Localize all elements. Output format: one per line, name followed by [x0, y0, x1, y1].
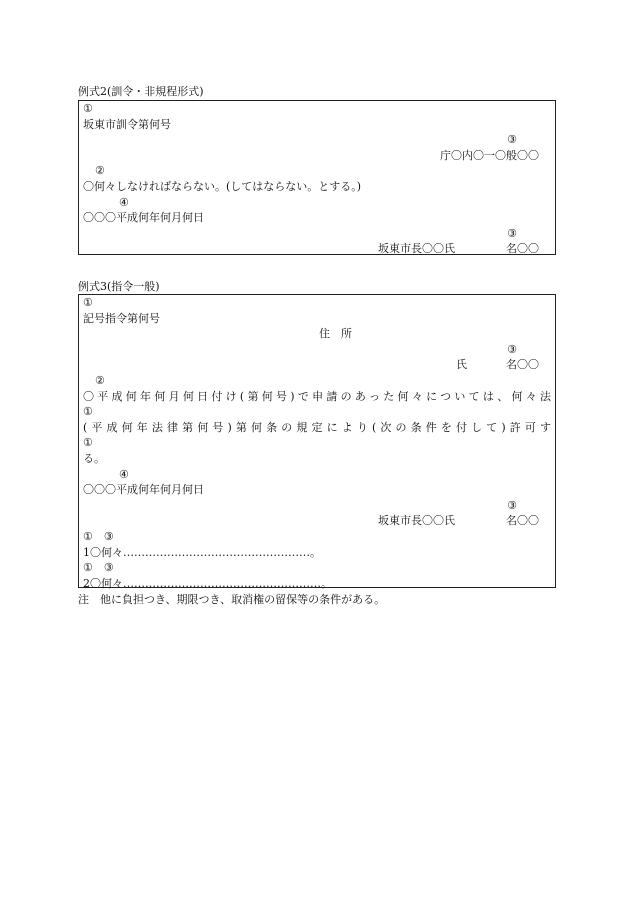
form3-row-cond2: [79, 576, 555, 592]
form3-row-mark2: [79, 373, 555, 389]
body-text: 〇何々しなければならない。(してはならない。とする。): [83, 179, 362, 193]
form3-row-cond2-marks: [79, 560, 555, 576]
form3-row-mark3a: [79, 342, 555, 358]
recipient-surname: 氏: [456, 358, 467, 372]
form3-row-address: [79, 326, 555, 342]
footnote: 注 他に負担つき、期限つき、取消権の留保等の条件がある。: [78, 593, 386, 606]
issuer-name: 名〇〇: [506, 242, 539, 256]
instruction-number: 坂東市訓令第何号: [83, 117, 171, 131]
date-line: 〇〇〇平成何年何月何日: [83, 483, 204, 497]
form3-row-body1: [79, 389, 555, 405]
body-text-line-2: (平成何年法律第何号)第何条の規定により(次の条件を付して)許可す: [83, 420, 551, 434]
form3-row-mark3b: [79, 498, 555, 514]
form3-row-cond1-marks: [79, 529, 555, 545]
form2-row-mark3b: [79, 226, 555, 242]
form3-row-body3: [79, 451, 555, 467]
circled-4-mark: ④: [119, 195, 129, 209]
form3-title: 例式3(指令一般): [78, 280, 160, 293]
form2-row-issuer: [79, 241, 555, 257]
form3-row-mark1c: [79, 435, 555, 451]
circled-2-mark: ②: [95, 373, 105, 387]
form2-row-mark4: [79, 195, 555, 211]
form2-box: [78, 100, 556, 255]
addressee: 庁〇内〇一〇般〇〇: [440, 148, 539, 162]
form2-row-number: [79, 117, 555, 133]
condition-2-marks: ① ③: [83, 561, 114, 575]
address-label: 住 所: [319, 327, 352, 341]
body-text-line-3: る。: [83, 451, 105, 465]
form3-row-body2: [79, 420, 555, 436]
form2-row-body: [79, 179, 555, 195]
form3-row-mark1: [79, 295, 555, 311]
form3-row-cond1: [79, 545, 555, 561]
circled-3-mark: ③: [507, 133, 517, 147]
issuer: 坂東市長〇〇氏: [378, 242, 455, 256]
circled-1-mark: ①: [83, 102, 93, 115]
form2-row-mark1: [79, 101, 555, 117]
form3-row-date: [79, 482, 555, 498]
form2-title: 例式2(訓令・非規程形式): [78, 85, 204, 98]
issuer: 坂東市長〇〇氏: [378, 514, 455, 528]
circled-3-mark: ③: [507, 342, 517, 356]
form2-row-mark2: [79, 163, 555, 179]
circled-3-mark: ③: [507, 226, 517, 240]
form3-row-issuer: [79, 513, 555, 529]
circled-3-mark: ③: [507, 498, 517, 512]
recipient-given-name: 名〇〇: [506, 358, 539, 372]
form2-row-mark3a: [79, 132, 555, 148]
form3-row-mark1b: [79, 404, 555, 420]
form2-row-date: [79, 210, 555, 226]
body-text-line-1: 〇平成何年何月何日付け(第何号)で申請のあった何々については、何々法: [83, 389, 551, 403]
circled-1-mark: ①: [83, 405, 93, 419]
form3-box: [78, 294, 556, 588]
circled-2-mark: ②: [95, 164, 105, 178]
form2-row-addressee: [79, 148, 555, 164]
circled-4-mark: ④: [119, 467, 129, 481]
form3-row-number: [79, 311, 555, 327]
issuer-name: 名〇〇: [506, 514, 539, 528]
condition-1-marks: ① ③: [83, 529, 114, 543]
condition-2: 2〇何々………………………………………………。: [83, 576, 332, 590]
condition-1: 1〇何々……………………………………………。: [83, 545, 321, 559]
circled-1-mark: ①: [83, 436, 93, 450]
circled-1-mark: ①: [83, 296, 93, 309]
form3-row-name: [79, 357, 555, 373]
date-line: 〇〇〇平成何年何月何日: [83, 211, 204, 225]
directive-number: 記号指令第何号: [83, 311, 160, 325]
form3-row-mark4: [79, 467, 555, 483]
